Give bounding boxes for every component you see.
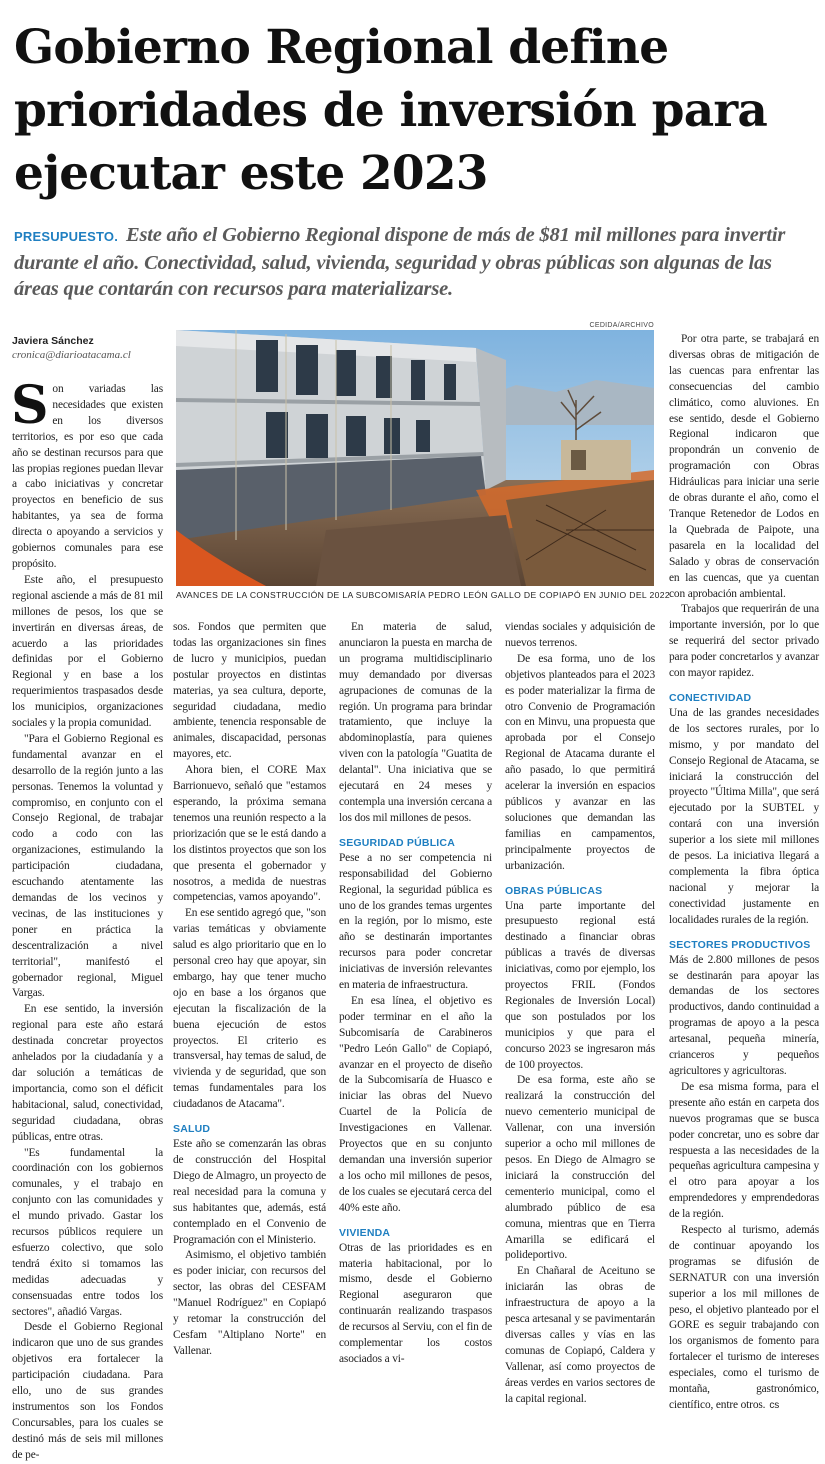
- deck-text: Este año el Gobierno Regional dispone de más de $81 mil millones para invertir durante el año. Conectividad, salud, vivienda, seguridad y obras públicas son algunas de las áreas que contarán con recursos para materializarse.: [14, 224, 786, 300]
- paragraph: sos. Fondos que permiten que todas las organizaciones sin fines de lucro y municipios, puedan postular proyectos en distintas materias, ya sea cultura, deporte, seguridad ciudadana, medio ambiente, tenencia responsable de animales, discapacidad, personas mayores, etc.: [173, 621, 326, 761]
- section-heading-obras: OBRAS PÚBLICAS: [505, 884, 603, 897]
- deck-kicker: PRESUPUESTO.: [14, 229, 119, 244]
- photo-credit: CEDIDA/ARCHIVO: [589, 322, 654, 329]
- deck: [14, 222, 818, 302]
- column-3: [339, 620, 492, 1368]
- paragraph: De esa forma, uno de los objetivos planteados para el 2023 es poder materializar la firma de otro Convenio de Programación con en Minvu, una propuesta que aprobada por el Consejo Regional de Atacama durante el año pasado, lo que permitirá acelerar la inversión en espacios públicos y avanzar en las soluciones que demandan las familias en campamentos, principalmente proyectos de urbanización.: [505, 652, 655, 872]
- paragraph: En ese sentido agregó que, "son varias temáticas y obviamente salud es algo prioritario que en lo personal creo hay que apoyar, sin embargo, hay que tener mucho ojo en base a los órganos que ejecutan la fiscalización de la buena ejecución de estos proyectos. El criterio es transversal, hay temas de salud, de vivienda y de seguridad, que son temas fundamentales para los ciudadanos de Atacama".: [173, 907, 326, 1111]
- section-heading-vivienda: VIVIENDA: [339, 1226, 391, 1239]
- paragraph: Este año, el presupuesto regional asciende a más de 81 mil millones de pesos, los que se invertirán en diversas áreas, de acuerdo a las prioridades definidas por el Gobierno Regional y en base a los requerimientos traspasados desde los municipios, organizaciones sociales y la propia comunidad.: [12, 573, 163, 730]
- paragraph: viendas sociales y adquisición de nuevos terrenos.: [505, 621, 655, 649]
- byline-email: cronica@diarioatacama.cl: [12, 349, 131, 361]
- section-heading-seguridad: SEGURIDAD PÚBLICA: [339, 836, 455, 849]
- byline-author: Javiera Sánchez: [12, 335, 94, 347]
- paragraph: En materia de salud, anunciaron la puesta en marcha de un programa multidisciplinario muy demandado por diversas agrupaciones de comunas de la región. Un programa para brindar tratamiento, que incluye la abdominoplastía, para quienes viven con la patología "Guatita de delantal". Una iniciativa que se ejecutará en 24 meses y contempla una inversión cercana a los dos mil millones de pesos.: [339, 621, 492, 824]
- paragraph: [669, 1223, 819, 1414]
- paragraph: Pese a no ser competencia ni responsabilidad del Gobierno Regional, la seguridad pública es uno de los grandes temas urgentes en la región, por lo mismo, este año se destinarán importantes recursos para poder concretar iniciativas de inversión relevantes en materia de infraestructura.: [339, 851, 492, 992]
- paragraph: En Chañaral de Aceituno se iniciarán las obras de infraestructura de apoyo a la pesca artesanal y se pavimentarán diversas calles y vías en las comunas de Copiapó, Caldera y Vallenar, así como proyectos de áreas verdes en varios sectores de la capital regional.: [505, 1265, 655, 1405]
- paragraph: De esa misma forma, para el presente año están en carpeta dos nuevos programas que se busca poder concretar, uno es sobre dar respuesta a las necesidades de la pequeñas agricultura campesina y el otro para apoyar a los emprendedores y emprendedoras de la región.: [669, 1080, 819, 1221]
- byline: [12, 334, 131, 362]
- paragraph: De esa forma, este año se realizará la construcción del nuevo cementerio municipal de Vallenar, con una inversión superior a ocho mil millones de pesos. En Diego de Almagro se iniciará la construcción del cementerio municipal, como el alumbrado público de esa comuna, mientras que en Tierra Amarilla se edificará el polideportivo.: [505, 1074, 655, 1262]
- paragraph: on variadas las necesidades que existen en los diversos territorios, es por eso que cada año se destinan recursos para que las propias regiones puedan llevar a cabo iniciativas y concretar proyectos en beneficio de sus habitantes, ya sea de forma directa o apoyando a servicios y gobiernos comunales para ese propósito.: [12, 383, 163, 570]
- paragraph: En ese sentido, la inversión regional para este año estará destinada concretar proyectos anhelados por la ciudadanía y a dar solución a temáticas de importancia, como son el déficit habitacional, salud, conectividad, seguridad ciudadana, obras públicas, entre otras.: [12, 1003, 163, 1143]
- column-2: [173, 620, 326, 1360]
- paragraph: En esa línea, el objetivo es poder terminar en el año la Subcomisaría de Carabineros "Pedro León Gallo" de Copiapó, avanzar en el proyecto de diseño de la Subcomisaría de Huasco e iniciar las obras del Nuevo Cuartel de la Policía de Investigaciones en Vallenar. Proyectos que en su conjunto demandan una inversión superior a los ocho mil millones de pesos, de los cuales se ejecutará cerca del 40% este año.: [339, 994, 492, 1214]
- paragraph: Este año se comenzarán las obras de construcción del Hospital Diego de Almagro, un proyecto de real necesidad para la comuna y sus habitantes que, además, está contemplado en el Convenio de Programación con el Ministerio.: [173, 1138, 326, 1246]
- end-mark: cs: [769, 1400, 780, 1411]
- column-4: [505, 620, 655, 1408]
- paragraph-text: Respecto al turismo, además de continuar apoyando los programas se difusión de SERNATUR con una inversión superior a los mil millones de peso, el objetivo planteado por el GORE es seguir trabajando con los organismos de fomento para fortalecer el turismo de intereses especiales, como el turismo de montaña, gastronómico, científico, entre otros.: [669, 1224, 819, 1411]
- paragraph: Trabajos que requerirán de una importante inversión, por lo que se requerirá del sector privado para poder concretarlos y avanzar con mayor rapidez.: [669, 603, 819, 680]
- paragraph: "Es fundamental la coordinación con los gobiernos comunales, y el trabajo en conjunto con las comunidades y el mundo privado. Gastar los recursos públicos requiere un esfuerzo colectivo, que solo tendrá éxito si tomamos las medidas adecuadas y consensuadas entre todos los sectores", añadió Vargas.: [12, 1146, 163, 1318]
- section-heading-salud: SALUD: [173, 1123, 211, 1136]
- drop-cap: S: [11, 375, 49, 436]
- paragraph: Ahora bien, el CORE Max Barrionuevo, señaló que "estamos esperando, la próxima semana tenemos una reunión respecto a la priorización que se le está dando a los distintos proyectos que son los que presenta el gobernador y nosotros, a medida de nuestras competencias, vamos apoyando".: [173, 764, 326, 904]
- paragraph: Otras de las prioridades es en materia habitacional, por lo mismo, desde el Gobierno Regional aseguraron que continuarán realizando traspasos de recursos al Serviu, con el fin de complementar los costos asociados a vi-: [339, 1241, 492, 1365]
- section-heading-conectividad: CONECTIVIDAD: [669, 691, 752, 704]
- paragraph: "Para el Gobierno Regional es fundamental avanzar en el desarrollo de la región junto a las personas. Tenemos la voluntad y compromiso, en conjunto con el Consejo Regional, de trabajar codo a codo con las organizaciones, estimulando la participación ciudadana, escuchando atentamente las demandas de los vecinos y vecinas, de las instituciones y poner en práctica la descentralización a nivel territorial", manifestó el gobernador regional, Miguel Vargas.: [12, 732, 163, 1000]
- intro-paragraph: [11, 375, 163, 573]
- paragraph: Más de 2.800 millones de pesos se destinarán para apoyar las demandas de los sectores productivos, dando continuidad a programas de apoyo a la pesca artesanal, pequeña minería, crianceros y pequeños agricultores y agricultoras.: [669, 953, 819, 1077]
- paragraph: Una parte importante del presupuesto regional está destinado a financiar obras públicas a través de diversas iniciativas, como por ejemplo, los proyectos FRIL (Fondos Regionales de Inversión Local) que son postulados por los municipios y que para el concurso 2023 se ingresaron más de 100 proyectos.: [505, 899, 655, 1071]
- photo-caption: AVANCES DE LA CONSTRUCCIÓN DE LA SUBCOMISARÍA PEDRO LEÓN GALLO DE COPIAPÓ EN JUNIO DEL 2022: [176, 590, 670, 600]
- headline: Gobierno Regional define prioridades de inversión para ejecutar este 2023: [14, 20, 768, 201]
- paragraph: Por otra parte, se trabajará en diversas obras de mitigación de las cuencas para enfrentar las consecuencias del cambio climático, como aluviones. En ese sentido, desde el Gobierno Regional indicaron que propondrán un convenio de programación con Obras Hidráulicas para iniciar una serie de obras durante el año, como el Tranque Retenedor de Lodos en la Quebrada de Paipote, una pasarela en la localidad del Salado y obras de conservación en las cuencas, que ya cuentan con aprobación ambiental.: [669, 333, 819, 600]
- paragraph: Asimismo, el objetivo también es poder iniciar, con recursos del sector, las obras del CESFAM "Manuel Rodríguez" en Copiapó y retomar la construcción del Cesfam "Altiplano Norte" en Vallenar.: [173, 1249, 326, 1357]
- paragraph: Desde el Gobierno Regional indicaron que uno de sus grandes objetivos era fortalecer la participación ciudadana. Para ello, uno de sus grandes instrumentos son los Fondos Concursables, para los cuales se destinó más de seis mil millones de pe-: [12, 1321, 163, 1461]
- column-1: [11, 375, 163, 1464]
- section-heading-sectores: SECTORES PRODUCTIVOS: [669, 938, 811, 951]
- column-5: [669, 332, 819, 1414]
- construction-photo: [176, 330, 654, 586]
- paragraph: Una de las grandes necesidades de los sectores rurales, por lo mismo, y por mandato del Consejo Regional de Atacama, se iniciará la construcción del proyecto "Última Milla", que será ejecutado por la SUBTEL y contará con una inversión superior a los siete mil millones de pesos. La iniciativa llegará a complementa la fibra óptica nacional y mejorar la conectividad justamente en localidades rurales de la región.: [669, 706, 819, 926]
